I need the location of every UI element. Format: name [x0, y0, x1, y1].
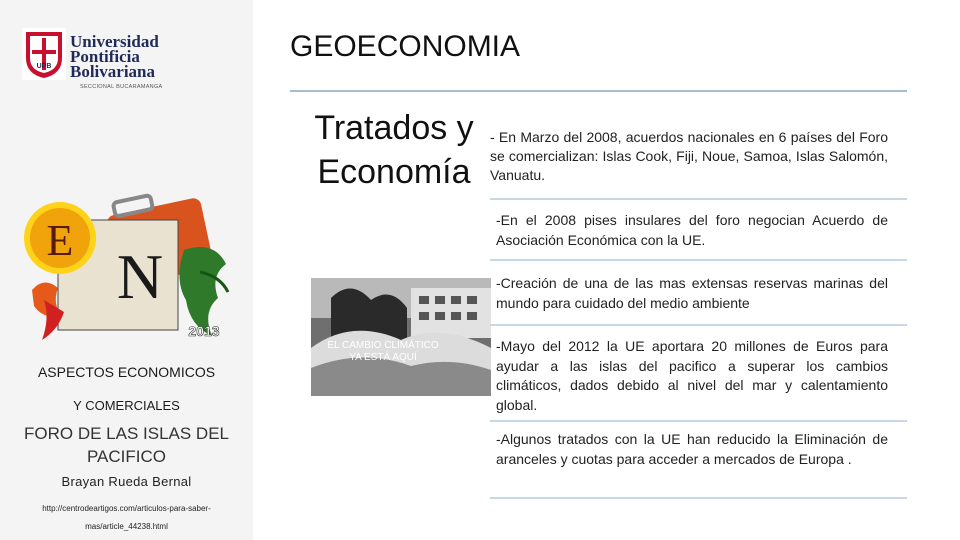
- bullet-5: -Algunos tratados con la UE han reducido la Eliminación de aranceles y cuotas para acceder a mercados de Europa .: [496, 431, 888, 467]
- photo-caption-2: YA ESTÁ AQUÍ: [349, 352, 417, 363]
- climate-change-photo: [311, 278, 491, 396]
- letter-e: E: [46, 216, 74, 265]
- source-url[interactable]: [0, 500, 253, 536]
- bullet-separator: [490, 420, 907, 422]
- bullet-4: -Mayo del 2012 la UE aportara 20 millones de Euros para ayudar a las islas del pacifico a superar los cambios climáticos, dados debido al nivel del mar y calentamiento global.: [496, 338, 888, 413]
- subtitle-line-1: Tratados y: [314, 109, 474, 147]
- university-name: [70, 34, 159, 79]
- bullet-separator: [490, 324, 907, 326]
- author-name: Brayan Rueda Bernal: [61, 474, 192, 489]
- logo-seccional: SECCIONAL BUCARAMANGA: [80, 84, 163, 90]
- source-line-1: http://centrodeartigos.com/articulos-para-saber-: [42, 504, 211, 513]
- sidebar-heading-1: ASPECTOS ECONOMICOS: [37, 364, 216, 380]
- logo-line-1: Universidad: [70, 32, 159, 51]
- bullet-separator: [490, 198, 907, 200]
- suitcase-artwork: [14, 180, 240, 356]
- shield-icon: [22, 28, 66, 80]
- page-title: GEOECONOMIA: [290, 30, 521, 63]
- source-line-2: mas/article_44238.html: [85, 522, 168, 531]
- forum-line-1: FORO DE LAS ISLAS DEL: [23, 424, 229, 443]
- logo-line-3: Bolivariana: [70, 62, 156, 81]
- subtitle-line-2: Economía: [317, 153, 471, 191]
- bullet-separator: [490, 259, 907, 261]
- logo-line-2: Pontificia: [70, 47, 140, 66]
- bullet-3: -Creación de una de las mas extensas reservas marinas del mundo para cuidado del medio ambiente: [496, 275, 888, 311]
- year-text: 2013: [188, 323, 220, 339]
- shield-text: UPB: [36, 63, 52, 70]
- university-logo: [22, 28, 172, 92]
- forum-name: [0, 422, 253, 468]
- sidebar-heading-2: Y COMERCIALES: [73, 398, 180, 413]
- section-subtitle: [300, 106, 488, 194]
- letter-n: N: [116, 241, 164, 312]
- bullet-separator: [490, 497, 907, 499]
- bullet-1: - En Marzo del 2008, acuerdos nacionales en 6 países del Foro se comercializan: Islas Cook, Fiji, Noue, Samoa, Islas Salomón, Vanuatu.: [490, 129, 888, 183]
- bullet-2: -En el 2008 pises insulares del foro negocian Acuerdo de Asociación Económica con la UE.: [496, 212, 888, 248]
- forum-line-2: PACIFICO: [86, 447, 167, 466]
- photo-caption-1: EL CAMBIO CLIMÁTICO: [327, 340, 439, 351]
- title-rule: [290, 90, 907, 92]
